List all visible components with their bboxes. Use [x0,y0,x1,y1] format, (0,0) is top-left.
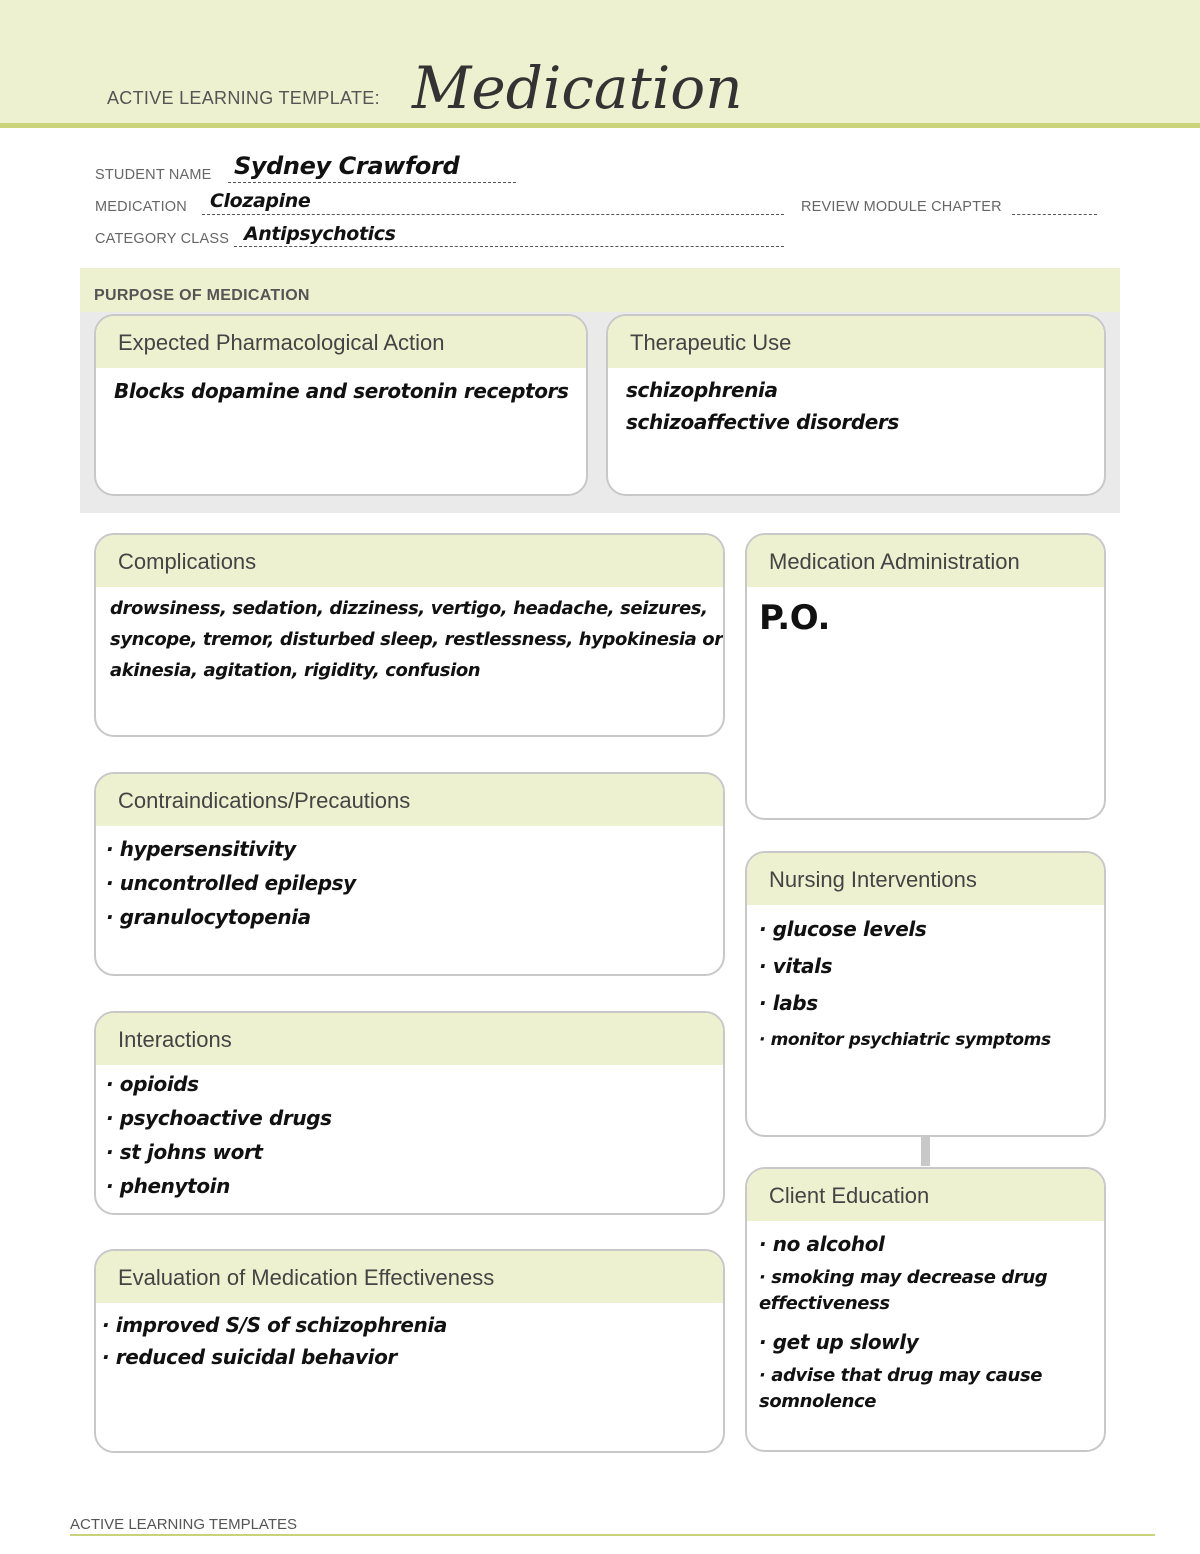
page-title: Medication [412,54,743,122]
nursing-interventions-box [745,851,1106,1137]
category-class-line [234,246,784,247]
footer-text: ACTIVE LEARNING TEMPLATES [70,1516,297,1533]
evaluation-line[interactable]: · reduced suicidal behavior [102,1345,397,1369]
client-education-line[interactable]: · advise that drug may cause somnolence [759,1365,1043,1412]
footer-divider [70,1534,1155,1536]
interactions-line[interactable]: · opioids [106,1072,199,1096]
connector-bar [921,1136,930,1166]
expected-action-box [94,314,588,496]
student-name-line [228,182,516,183]
nursing-interventions-line[interactable]: · vitals [759,954,833,978]
medication-administration-heading: Medication Administration [747,535,1104,587]
medication-field[interactable]: Clozapine [210,190,311,212]
contraindications-line[interactable]: · granulocytopenia [106,905,311,929]
category-class-field[interactable]: Antipsychotics [244,223,396,245]
contraindications-line[interactable]: · hypersensitivity [106,837,296,861]
interactions-line[interactable]: · phenytoin [106,1174,230,1198]
review-module-label: REVIEW MODULE CHAPTER [801,199,1002,215]
student-name-label: STUDENT NAME [95,167,212,183]
nursing-interventions-line[interactable]: · labs [759,991,818,1015]
client-education-line[interactable]: · get up slowly [759,1330,919,1354]
purpose-title: PURPOSE OF MEDICATION [94,287,310,304]
therapeutic-use-line[interactable]: schizophrenia [626,378,778,402]
template-label: ACTIVE LEARNING TEMPLATE: [107,88,380,108]
client-education-box [745,1167,1106,1452]
therapeutic-use-heading: Therapeutic Use [608,316,1104,368]
evaluation-box [94,1249,725,1453]
nursing-interventions-line[interactable]: · monitor psychiatric symptoms [759,1030,1051,1050]
client-education-line[interactable]: · smoking may decrease drug effectiveness [759,1267,1048,1314]
medication-line [202,214,784,215]
student-name-field[interactable]: Sydney Crawford [234,152,460,180]
review-module-field[interactable] [1012,214,1097,215]
complications-line[interactable]: syncope, tremor, disturbed sleep, restlessness, hypokinesia or [110,629,723,650]
evaluation-heading: Evaluation of Medication Effectiveness [96,1251,723,1303]
evaluation-line[interactable]: · improved S/S of schizophrenia [102,1313,447,1337]
therapeutic-use-box [606,314,1106,496]
nursing-interventions-heading: Nursing Interventions [747,853,1104,905]
medication-label: MEDICATION [95,199,187,215]
interactions-box [94,1011,725,1215]
contraindications-heading: Contraindications/Precautions [96,774,723,826]
therapeutic-use-line[interactable]: schizoaffective disorders [626,410,899,434]
contraindications-box [94,772,725,976]
interactions-line[interactable]: · psychoactive drugs [106,1106,332,1130]
complications-line[interactable]: akinesia, agitation, rigidity, confusion [110,660,481,681]
complications-line[interactable]: drowsiness, sedation, dizziness, vertigo, headache, seizures, [110,598,708,619]
interactions-line[interactable]: · st johns wort [106,1140,263,1164]
client-education-heading: Client Education [747,1169,1104,1221]
expected-action-heading: Expected Pharmacological Action [96,316,586,368]
complications-heading: Complications [96,535,723,587]
client-education-line[interactable]: · no alcohol [759,1232,885,1256]
expected-action-line[interactable]: Blocks dopamine and serotonin receptors [114,379,569,403]
header-divider [0,123,1200,128]
interactions-heading: Interactions [96,1013,723,1065]
contraindications-line[interactable]: · uncontrolled epilepsy [106,871,356,895]
nursing-interventions-line[interactable]: · glucose levels [759,917,927,941]
category-class-label: CATEGORY CLASS [95,231,230,247]
medication-administration-line[interactable]: P.O. [759,598,831,638]
medication-administration-box [745,533,1106,820]
complications-box [94,533,725,737]
